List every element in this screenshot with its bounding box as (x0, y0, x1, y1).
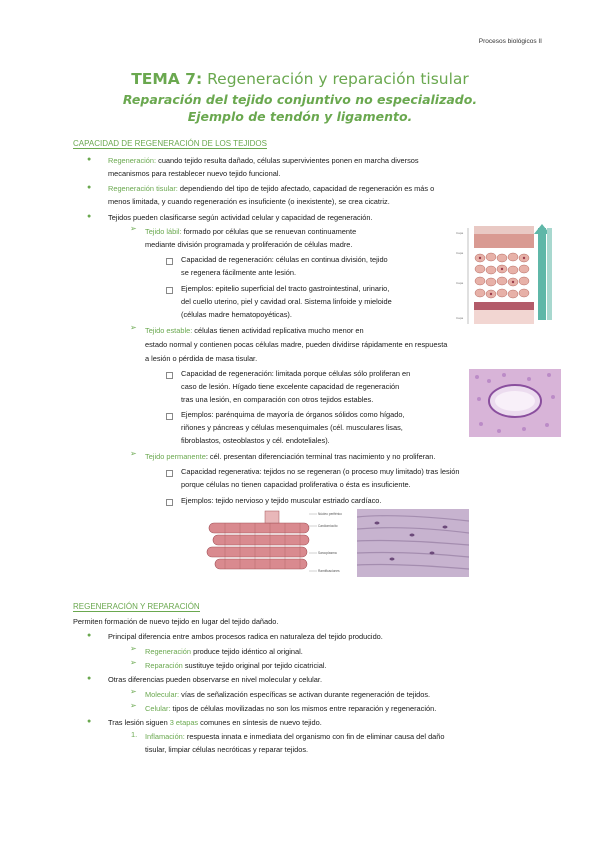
labil-ej-line-3: (células madre hematopoyéticas). (181, 310, 292, 319)
figure-label: Sarcoplasma (318, 551, 337, 555)
inflamacion-line-1: Inflamación: respuesta innata e inmediata del organismo con fin de eliminar causa del daño (145, 732, 445, 741)
estable-ej-line-1: Ejemplos: parénquima de mayoría de órganos sólidos como hígado, (181, 410, 405, 419)
square-bullet (166, 258, 173, 265)
figure-label: Núcleo periférico (318, 512, 342, 516)
rep-line-2: Principal diferencia entre ambos procesos radica en naturaleza del tejido producido. (108, 632, 383, 641)
rep-line-1: Permiten formación de nuevo tejido en lugar del tejido dañado. (73, 617, 279, 626)
perm-line-1: Tejido permanente: cél. presentan diferenciación terminal tras nacimiento y no proliferan. (145, 452, 436, 461)
estable-cap-line-2: caso de lesión. Hígado tiene excelente capacidad de regeneración (181, 382, 400, 391)
arrow-bullet: ➢ (130, 658, 137, 667)
estable-cap-line-1: Capacidad de regeneración: limitada porque células sólo proliferan en (181, 369, 411, 378)
list-number: 1. (131, 730, 138, 739)
labil-cap-line-1: Capacidad de regeneración: células en continua división, tejido (181, 255, 388, 264)
molecular-line: Molecular: vías de señalización específicas se activan durante regeneración de tejidos. (145, 690, 431, 699)
bullet: ● (87, 718, 92, 725)
figure-label: Capa (456, 251, 464, 255)
labil-ej-line-2: del cuello uterino, piel y cavidad oral. Sistema linfoide y mieloide (181, 297, 392, 306)
square-bullet (166, 470, 173, 477)
header-course: Procesos biológicos II (478, 38, 542, 45)
histology-figure (469, 369, 561, 437)
title-main: Regeneración y reparación tisular (202, 70, 469, 88)
bullet: ● (87, 213, 92, 220)
labil-line-1: Tejido lábil: formado por células que se renuevan continuamente (145, 227, 357, 236)
square-bullet (166, 372, 173, 379)
arrow-bullet: ➢ (130, 701, 137, 710)
micrograph-figure (357, 509, 469, 577)
page-subtitle: Reparación del tejido conjuntivo no especializado. Ejemplo de tendón y ligamento. (122, 92, 478, 124)
regtis-line-1: Regeneración tisular: dependiendo del tipo de tejido afectado, capacidad de regeneración es más o (108, 184, 435, 193)
figure-label: Capa (456, 316, 464, 320)
square-bullet (166, 287, 173, 294)
reparacion-line: Reparación sustituye tejido original por tejido cicatricial. (145, 661, 327, 670)
estable-line-2: estado normal y contienen pocas células madre, pueden dividirse rápidamente en respuesta (145, 340, 448, 349)
square-bullet (166, 499, 173, 506)
inflamacion-line-2: tisular, limpiar células necróticas y reparar tejidos. (145, 745, 309, 754)
page-title (0, 70, 600, 88)
estable-line-1: Tejido estable: células tienen actividad replicativa mucho menor en (145, 326, 364, 335)
regtis-line-2: menos limitada, y cuando regeneración es insuficiente (o inexistente), se crea cicatriz. (108, 197, 390, 206)
square-bullet (166, 413, 173, 420)
perm-ej-line-1: Ejemplos: tejido nervioso y tejido muscular estriado cardíaco. (181, 496, 382, 505)
tejidos-line: Tejidos pueden clasificarse según actividad celular y capacidad de regeneración. (108, 213, 373, 222)
labil-cap-line-2: se regenera fácilmente ante lesión. (181, 268, 297, 277)
section-heading-regeneracion: CAPACIDAD DE REGENERACIÓN DE LOS TEJIDOS (73, 139, 267, 148)
perm-cap-line-2: porque células no tienen capacidad proliferativa o ésta es insuficiente. (181, 480, 411, 489)
rep-line-4: Tras lesión siguen 3 etapas comunes en síntesis de nuevo tejido. (108, 718, 322, 727)
arrow-bullet: ➢ (130, 224, 137, 233)
cardiac-muscle-figure (205, 509, 357, 577)
section-heading-reparacion: REGENERACIÓN Y REPARACIÓN (73, 602, 200, 611)
celular-line: Celular: tipos de células movilizadas no son los mismos entre reparación y regeneración. (145, 704, 437, 713)
title-prefix: TEMA 7: (131, 70, 203, 88)
bullet: ● (87, 675, 92, 682)
labil-line-2: mediante división programada y proliferación de células madre. (145, 240, 353, 249)
estable-ej-line-2: riñones y páncreas y células mesenquimales (cél. musculares lisas, (181, 423, 403, 432)
bullet: ● (87, 184, 92, 191)
figure-label: Cardiomiocito (318, 524, 338, 528)
figure-label: Capa (456, 231, 464, 235)
regeneracion-line: Regeneración produce tejido idéntico al original. (145, 647, 303, 656)
bullet: ● (87, 156, 92, 163)
regen-line-2: mecanismos para restablecer nuevo tejido funcional. (108, 169, 281, 178)
arrow-bullet: ➢ (130, 323, 137, 332)
estable-line-3: a lesión o pérdida de masa tisular. (145, 354, 258, 363)
estable-cap-line-3: tras una lesión, en comparación con otros tejidos estables. (181, 395, 374, 404)
arrow-bullet: ➢ (130, 644, 137, 653)
bullet: ● (87, 632, 92, 639)
labil-ej-line-1: Ejemplos: epitelio superficial del tracto gastrointestinal, urinario, (181, 284, 390, 293)
estable-ej-line-3: fibroblastos, osteoblastos y cél. endoteliales). (181, 436, 330, 445)
epithelium-figure (454, 224, 560, 328)
perm-cap-line-1: Capacidad regenerativa: tejidos no se regeneran (o proceso muy limitado) tras lesión (181, 467, 460, 476)
figure-label: Ramificaciones (318, 569, 340, 573)
rep-line-3: Otras diferencias pueden observarse en nivel molecular y celular. (108, 675, 323, 684)
figure-label: Capa (456, 281, 464, 285)
arrow-bullet: ➢ (130, 449, 137, 458)
arrow-bullet: ➢ (130, 687, 137, 696)
regen-line-1: Regeneración: cuando tejido resulta dañado, células supervivientes ponen en marcha diversos (108, 156, 419, 165)
